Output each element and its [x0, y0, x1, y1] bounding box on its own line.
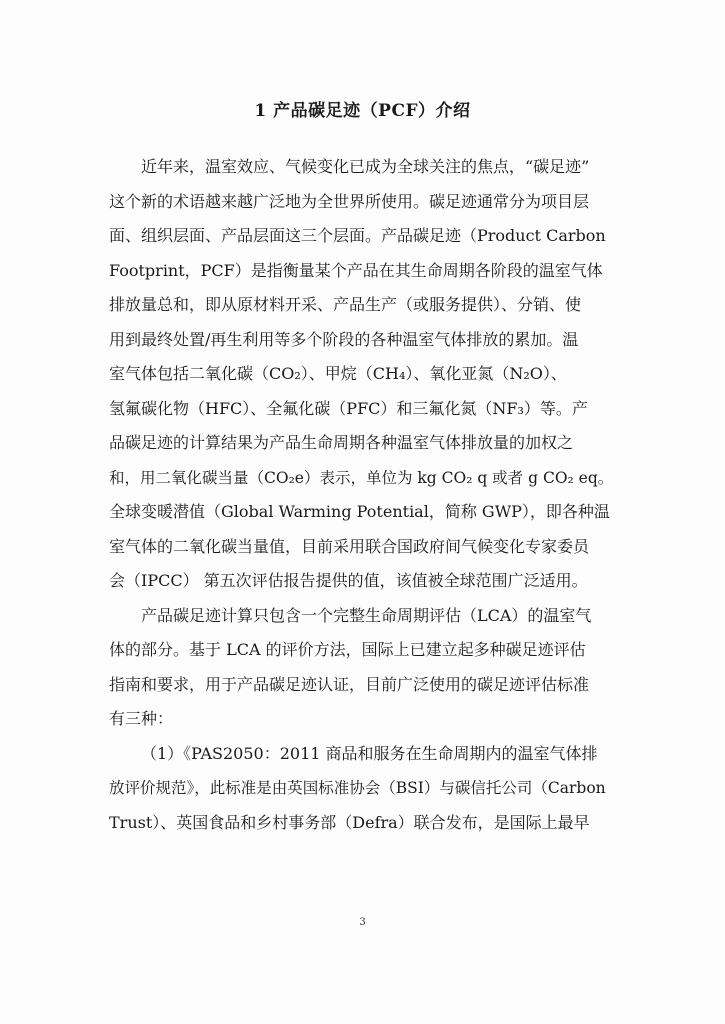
text-line: 指南和要求，用于产品碳足迹认证，目前广泛使用的碳足迹评估标准 [109, 674, 590, 694]
text-line: 品碳足迹的计算结果为产品生命周期各种温室气体排放量的加权之 [109, 433, 574, 452]
text-line: 排放量总和，即从原材料开采、产品生产（或服务提供）、分销、使 [109, 295, 582, 314]
text-line: 室气体的二氧化碳当量值，目前采用联合国政府间气候变化专家委员 [109, 536, 590, 556]
page-number: 3 [359, 917, 366, 928]
text-line: Footprint，PCF）是指衡量某个产品在其生命周期各阶段的温室气体 [109, 260, 603, 280]
text-line: 全球变暖潜值（Global Warming Potential，简称 GWP），即各种温 [109, 502, 610, 521]
text-line: 面、组织层面、产品层面这三个层面。产品碳足迹（Product Carbon [109, 226, 606, 245]
text-line: Trust）、英国食品和乡村事务部（Defra）联合发布，是国际上最早 [109, 812, 590, 832]
text-line: 这个新的术语越来越广泛地为全世界所使用。碳足迹通常分为项目层 [109, 191, 590, 211]
text-line: 放评价规范》，此标准是由英国标准协会（BSI）与碳信托公司（Carbon [109, 779, 606, 797]
text-line: 室气体包括二氧化碳（CO₂）、甲烷（CH₄）、氧化亚氮（N₂O）、 [109, 364, 567, 383]
section-title: 1 产品碳足迹（PCF）介绍 [254, 101, 471, 121]
body-text [109, 150, 619, 840]
text-line: 体的部分。基于 LCA 的评价方法，国际上已建立起多种碳足迹评估 [109, 640, 586, 659]
text-line: 和，用二氧化碳当量（CO₂e）表示，单位为 kg CO₂ q 或者 g CO₂ eq。 [109, 468, 614, 487]
text-line: （1）《PAS2050：2011 商品和服务在生命周期内的温室气体排 [141, 743, 598, 763]
text-line: 近年来，温室效应、气候变化已成为全球关注的焦点，“碳足迹” [141, 157, 590, 176]
text-line: 有三种： [109, 709, 174, 728]
text-line: 氢氟碳化物（HFC）、全氟化碳（PFC）和三氟化氮（NF₃）等。产 [109, 398, 588, 418]
text-line: 用到最终处置/再生利用等多个阶段的各种温室气体排放的累加。温 [109, 329, 579, 349]
text-line: 产品碳足迹计算只包含一个完整生命周期评估（LCA）的温室气 [141, 605, 592, 625]
text-line: 会（IPCC） 第五次评估报告提供的值，该值被全球范围广泛适用。 [109, 571, 588, 590]
